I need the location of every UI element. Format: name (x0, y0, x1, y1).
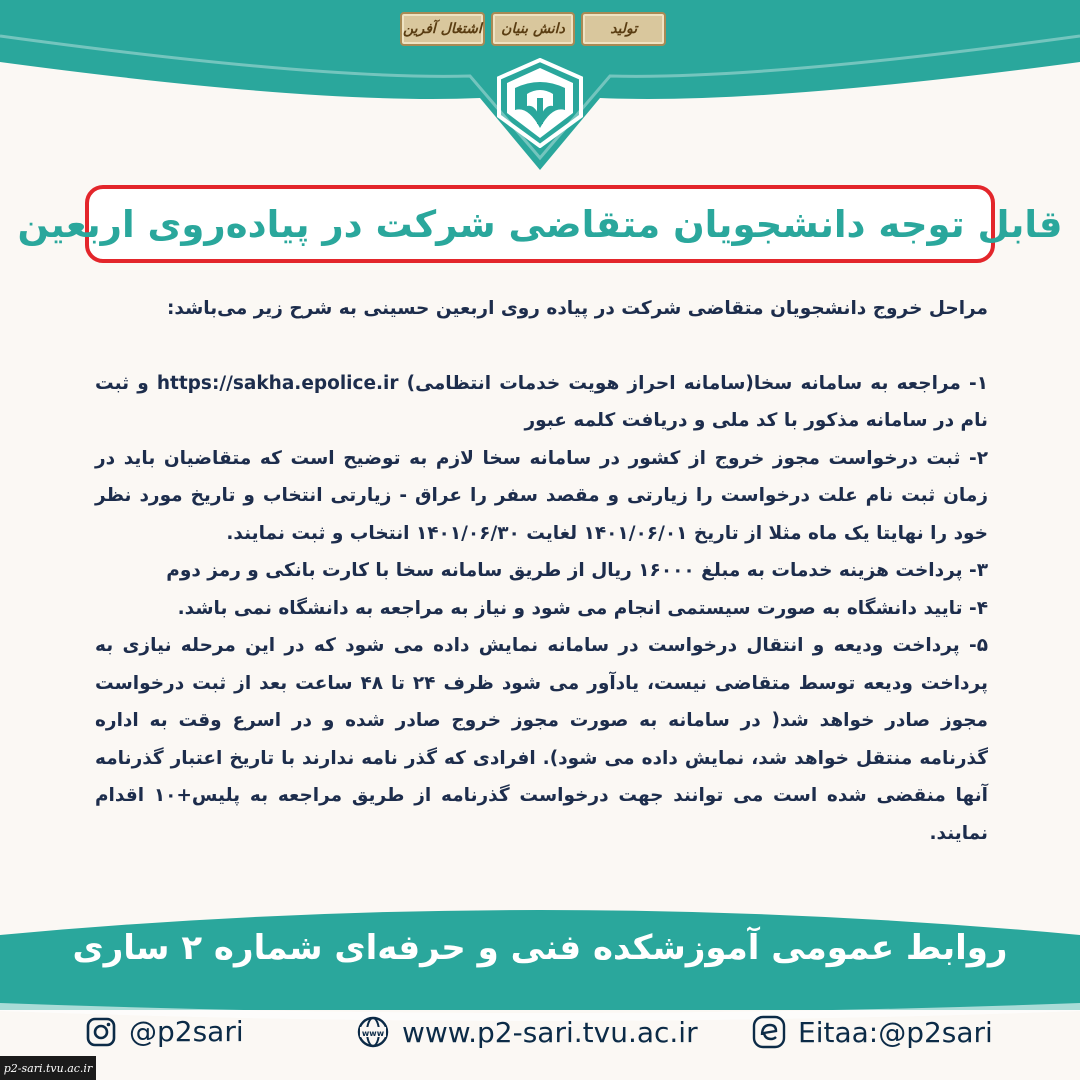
step-1 (95, 365, 988, 440)
website-contact[interactable] (356, 1015, 698, 1049)
eitaa-icon (752, 1015, 786, 1049)
step-1-text-end: و ثبت نام در سامانه مذکور با کد ملی و دریافت کلمه عبور (95, 372, 988, 431)
slogan-employment (400, 12, 485, 46)
eitaa-contact[interactable] (752, 1015, 993, 1049)
step-4: ۴- تایید دانشگاه به صورت سیستمی انجام می شود و نیاز به مراجعه به دانشگاه نمی باشد. (177, 597, 988, 619)
site-watermark: p2-sari.tvu.ac.ir (0, 1056, 96, 1080)
slogan-production (581, 12, 666, 46)
slogan-text: دانش بنیان (501, 21, 565, 37)
page-title: قابل توجه دانشجویان متقاضی شرکت در پیاده‌روی اربعین (17, 202, 1063, 246)
slogan-text: اشتغال آفرین (402, 21, 482, 37)
title-box (17, 185, 1063, 263)
step-2: ۲- ثبت درخواست مجوز خروج از کشور در سامانه سخا لازم به توضیح است که متقاضیان باید در زمان ثبت نام علت درخواست را زیارتی و مقصد سفر را عراق - زیارتی انتخاب و تاریخ مورد نظر خود را نهایتا یک ماه مثلا از تاریخ ۱۴۰۱/۰۶/۰۱ لغایت ۱۴۰۱/۰۶/۳۰ انتخاب و ثبت نمایند. (95, 447, 988, 544)
instagram-contact[interactable] (85, 1015, 244, 1048)
instagram-handle: @p2sari (129, 1015, 244, 1048)
intro-paragraph: مراحل خروج دانشجویان متقاضی شرکت در پیاده روی اربعین حسینی به شرح زیر می‌باشد: (167, 298, 988, 319)
university-logo-icon (497, 58, 583, 148)
eitaa-handle: Eitaa:@p2sari (798, 1015, 993, 1049)
announcement-body (95, 290, 988, 852)
slogan-text: تولید (610, 21, 638, 37)
footer-banner (0, 895, 1080, 1080)
sakha-link[interactable]: https://sakha.epolice.ir (156, 372, 399, 394)
slogan-banner (400, 12, 666, 46)
svg-text:www: www (361, 1029, 385, 1038)
step-3: ۳- پرداخت هزینه خدمات به مبلغ ۱۶۰۰۰ ریال از طریق سامانه سخا با کارت بانکی و رمز دوم (166, 560, 988, 581)
website-url: www.p2-sari.tvu.ac.ir (402, 1015, 698, 1049)
web-globe-icon (356, 1015, 390, 1049)
footer-title: روابط عمومی آموزشکده فنی و حرفه‌ای شماره ۲ ساری (72, 928, 1008, 968)
slogan-knowledge (491, 12, 576, 46)
instagram-icon (85, 1016, 117, 1048)
step-1-text: ۱- مراجعه به سامانه سخا(سامانه احراز هویت خدمات انتظامی) (398, 372, 988, 394)
step-5: ۵- پرداخت ودیعه و انتقال درخواست در سامانه نمایش داده می شود که در این مرحله نیازی به پرداخت ودیعه توسط متقاضی نیست، یادآور می شود ظرف ۲۴ تا ۴۸ ساعت بعد از ثبت درخواست مجوز صادر خواهد شد( در سامانه به صورت مجوز خروج صادر شده و در اسرع وقت به اداره گذرنامه منتقل خواهد شد، نمایش داده می شود). افرادی که گذر نامه ندارند با تاریخ اعتبار گذرنامه آنها منقضی شده است می توانند جهت درخواست گذرنامه از طریق مراجعه به پلیس+۱۰ اقدام نمایند. (95, 635, 988, 844)
